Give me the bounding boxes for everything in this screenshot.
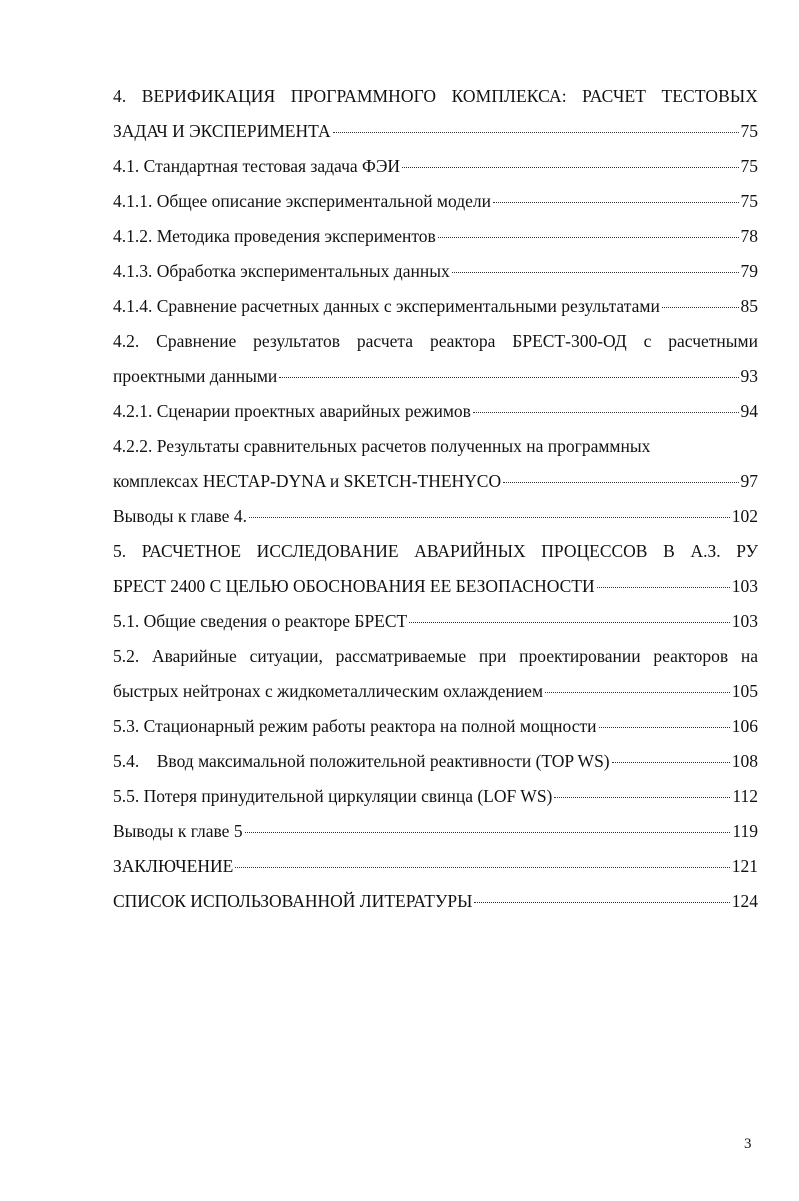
toc-entry-title: 5.3. Стационарный режим работы реактора на полной мощности xyxy=(113,716,597,736)
toc-entry-page: 124 xyxy=(731,891,758,911)
dot-leader xyxy=(245,830,731,833)
toc-entry-page: 102 xyxy=(731,506,758,526)
dot-leader xyxy=(473,410,739,413)
dot-leader xyxy=(409,620,730,623)
toc-entry-page: 85 xyxy=(740,296,758,316)
toc-entry-page: 103 xyxy=(731,576,758,596)
toc-entry xyxy=(113,149,758,184)
toc-entry xyxy=(113,394,758,429)
toc-entry-title: проектными данными xyxy=(113,366,278,386)
toc-entry-page: 75 xyxy=(740,191,758,211)
dot-leader xyxy=(545,690,730,693)
toc-entry-page: 75 xyxy=(740,156,758,176)
toc-entry-line xyxy=(113,359,758,394)
toc-entry xyxy=(113,849,758,884)
toc-entry-title: 4.1. Стандартная тестовая задача ФЭИ xyxy=(113,156,401,176)
toc-entry xyxy=(113,709,758,744)
toc-entry-title: БРЕСТ 2400 С ЦЕЛЬЮ ОБОСНОВАНИЯ ЕЕ БЕЗОПАСНОСТИ xyxy=(113,576,595,596)
toc-entry xyxy=(113,744,758,779)
toc-entry xyxy=(113,79,758,149)
dot-leader xyxy=(438,235,739,238)
dot-leader xyxy=(474,900,729,903)
toc-entry-page: 78 xyxy=(740,226,758,246)
dot-leader xyxy=(235,865,729,868)
toc-entry-page: 119 xyxy=(732,821,758,841)
toc-entry-title: 5.1. Общие сведения о реакторе БРЕСТ xyxy=(113,611,408,631)
toc-entry-page: 121 xyxy=(731,856,758,876)
toc-entry-page: 106 xyxy=(731,716,758,736)
toc-entry-title-line: 4.2. Сравнение результатов расчета реактора БРЕСТ-300-ОД с расчетными xyxy=(113,331,758,351)
toc-entry-title: быстрых нейтронах с жидкометаллическим охлаждением xyxy=(113,681,544,701)
toc-entry xyxy=(113,289,758,324)
toc-entry xyxy=(113,324,758,394)
toc-entry-title: 5.5. Потеря принудительной циркуляции свинца (LOF WS) xyxy=(113,786,553,806)
toc-entry-title: СПИСОК ИСПОЛЬЗОВАННОЙ ЛИТЕРАТУРЫ xyxy=(113,891,473,911)
toc-entry-page: 94 xyxy=(740,401,758,421)
page-number: 3 xyxy=(744,1136,752,1152)
toc-entry xyxy=(113,499,758,534)
toc-entry-title: 4.1.4. Сравнение расчетных данных с экспериментальными результатами xyxy=(113,296,660,316)
toc-entry xyxy=(113,254,758,289)
dot-leader xyxy=(554,795,730,798)
toc-entry-page: 103 xyxy=(731,611,758,631)
toc-entry xyxy=(113,184,758,219)
toc-entry-title: 4.1.2. Методика проведения экспериментов xyxy=(113,226,436,246)
dot-leader xyxy=(662,305,739,308)
toc-entry xyxy=(113,884,758,919)
dot-leader xyxy=(503,480,738,483)
dot-leader xyxy=(402,165,738,168)
toc-entry-page: 97 xyxy=(740,471,758,491)
toc-entry-line xyxy=(113,674,758,709)
toc-entry xyxy=(113,814,758,849)
toc-entry-title: ЗАДАЧ И ЭКСПЕРИМЕНТА xyxy=(113,121,331,141)
dot-leader xyxy=(279,375,738,378)
toc-entry-title: Выводы к главе 5 xyxy=(113,821,243,841)
dot-leader xyxy=(249,515,730,518)
toc-entry-title-line xyxy=(113,429,758,464)
toc-entry xyxy=(113,429,758,499)
toc-entry-page: 108 xyxy=(731,751,758,771)
toc-entry xyxy=(113,779,758,814)
toc-entry-title-line: 5. РАСЧЕТНОЕ ИССЛЕДОВАНИЕ АВАРИЙНЫХ ПРОЦЕССОВ В А.З. РУ xyxy=(113,541,758,561)
toc-entry-page: 105 xyxy=(731,681,758,701)
toc-entry-title: Выводы к главе 4. xyxy=(113,506,247,526)
toc-entry-line xyxy=(113,464,758,499)
toc-entry-title: 4.1.1. Общее описание экспериментальной модели xyxy=(113,191,492,211)
table-of-contents xyxy=(113,79,758,919)
toc-entry xyxy=(113,219,758,254)
toc-entry-page: 93 xyxy=(740,366,758,386)
dot-leader xyxy=(333,130,739,133)
toc-entry-title: 4.2.1. Сценарии проектных аварийных режимов xyxy=(113,401,471,421)
toc-entry-title: комплексах НЕСТАР-DYNA и SKETCH-THEHYCO xyxy=(113,471,502,491)
toc-entry-title: ЗАКЛЮЧЕНИЕ xyxy=(113,856,234,876)
dot-leader xyxy=(452,270,739,273)
toc-entry-page: 112 xyxy=(732,786,758,806)
toc-entry-title-line: 4. ВЕРИФИКАЦИЯ ПРОГРАММНОГО КОМПЛЕКСА: РАСЧЕТ ТЕСТОВЫХ xyxy=(113,86,758,106)
toc-entry xyxy=(113,604,758,639)
toc-entry xyxy=(113,534,758,604)
dot-leader xyxy=(597,585,730,588)
toc-entry-page: 75 xyxy=(740,121,758,141)
dot-leader xyxy=(493,200,738,203)
toc-entry-title: 5.4. Ввод максимальной положительной реактивности (TOP WS) xyxy=(113,751,610,771)
toc-entry-title-line: 5.2. Аварийные ситуации, рассматриваемые при проектировании реакторов на xyxy=(113,646,758,666)
toc-entry-title: 4.1.3. Обработка экспериментальных данных xyxy=(113,261,450,281)
dot-leader xyxy=(612,760,730,763)
toc-entry-page: 79 xyxy=(740,261,758,281)
dot-leader xyxy=(599,725,730,728)
toc-entry-title: 4.2.2. Результаты сравнительных расчетов полученных на программных xyxy=(113,436,651,456)
toc-entry-line xyxy=(113,114,758,149)
toc-entry-line xyxy=(113,569,758,604)
toc-entry xyxy=(113,639,758,709)
